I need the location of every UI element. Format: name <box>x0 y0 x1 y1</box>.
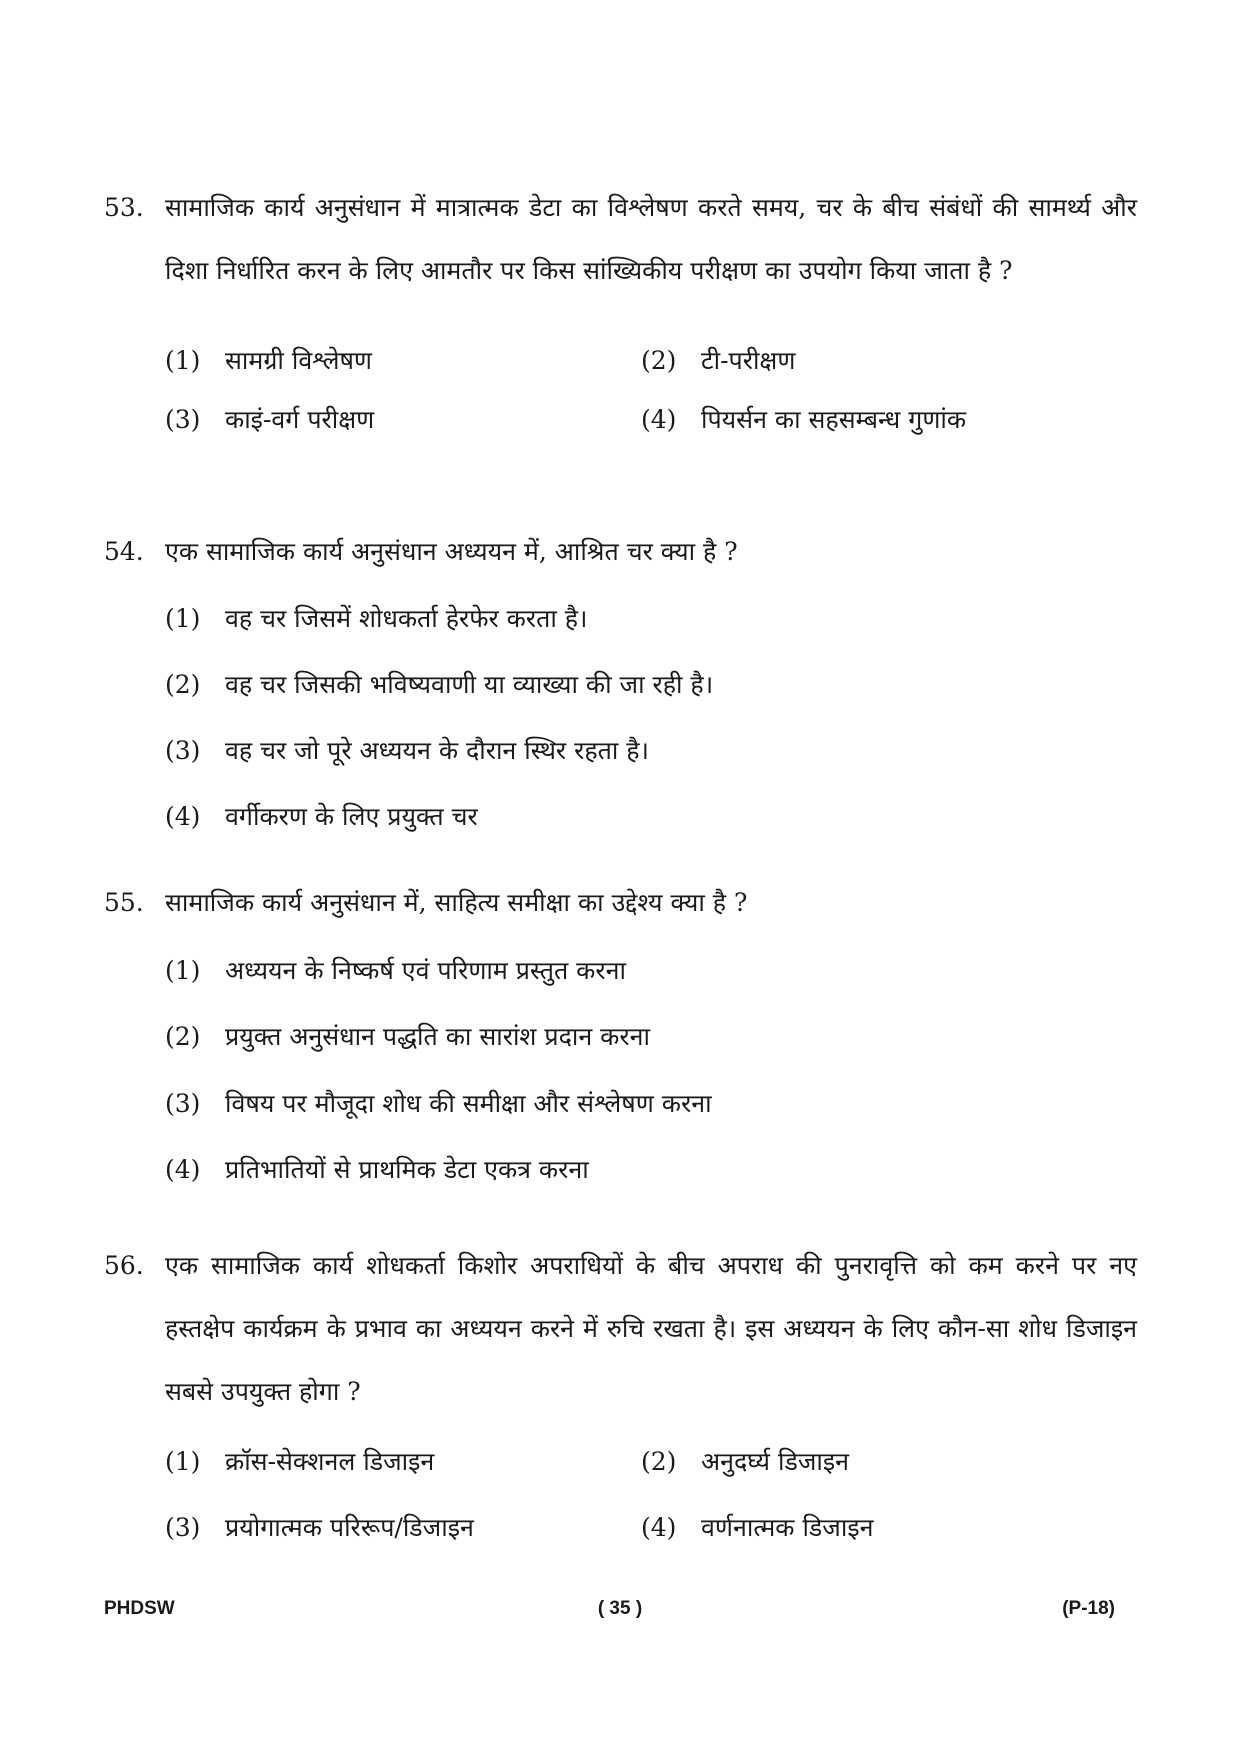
option-text: वर्णनात्मक डिजाइन <box>701 1513 874 1542</box>
question-text: एक सामाजिक कार्य शोधकर्ता किशोर अपराधियों के बीच अपराध की पुनरावृत्ति को कम करने पर नए हस्तक्षेप कार्यक्रम के प्रभाव का अध्ययन करने में रुचि रखता है। इस अध्ययन के लिए कौन-सा शोध डिजाइन सबसे उपयुक्त होगा ? <box>165 1251 1137 1406</box>
question-text: सामाजिक कार्य अनुसंधान में, साहित्य समीक्षा का उद्देश्य क्या है ? <box>165 888 748 917</box>
question-text: सामाजिक कार्य अनुसंधान में मात्रात्मक डेटा का विश्लेषण करते समय, चर के बीच संबंधों की सामर्थ्य और दिशा निर्धारित करन के लिए आमतौर पर किस सांख्यिकीय परीक्षण का उपयोग किया जाता है ? <box>165 193 1137 285</box>
option-4 <box>165 1155 589 1185</box>
option-3 <box>165 736 649 766</box>
option-3 <box>165 405 374 435</box>
option-4 <box>641 405 966 435</box>
option-text: क्रॉस-सेक्शनल डिजाइन <box>225 1447 435 1476</box>
option-number: (3) <box>165 1089 201 1118</box>
footer-page-number: ( 35 ) <box>597 1598 643 1619</box>
option-text: पियर्सन का सहसम्बन्ध गुणांक <box>701 405 967 434</box>
question-text: एक सामाजिक कार्य अनुसंधान अध्ययन में, आश्रित चर क्या है ? <box>165 537 738 566</box>
option-text: वर्गीकरण के लिए प्रयुक्त चर <box>225 802 478 831</box>
option-number: (4) <box>641 1513 677 1542</box>
option-number: (1) <box>165 956 201 985</box>
option-1 <box>165 1447 434 1477</box>
option-number: (3) <box>165 736 201 765</box>
option-1 <box>165 346 372 376</box>
option-2 <box>165 1022 650 1052</box>
option-number: (2) <box>641 1447 677 1476</box>
question-number: 54. <box>104 537 144 566</box>
option-text: काइं-वर्ग परीक्षण <box>225 405 375 434</box>
option-text: प्रतिभातियों से प्राथमिक डेटा एकत्र करना <box>225 1155 589 1184</box>
option-text: सामग्री विश्लेषण <box>225 346 372 375</box>
option-text: विषय पर मौजूदा शोध की समीक्षा और संश्लेषण करना <box>225 1089 712 1118</box>
option-1 <box>165 956 626 986</box>
option-3 <box>165 1089 712 1119</box>
question-number: 55. <box>104 888 144 917</box>
option-number: (2) <box>165 670 201 699</box>
option-number: (1) <box>165 1447 201 1476</box>
option-text: अनुदर्घ्य डिजाइन <box>701 1447 850 1476</box>
option-4 <box>165 802 478 832</box>
footer-subject-code: PHDSW <box>104 1598 175 1619</box>
option-number: (2) <box>641 346 677 375</box>
option-number: (1) <box>165 604 201 633</box>
option-2 <box>641 1447 849 1477</box>
option-text: वह चर जो पूरे अध्ययन के दौरान स्थिर रहता है। <box>225 736 650 765</box>
option-text: वह चर जिसकी भविष्यवाणी या व्याख्या की जा रही है। <box>225 670 714 699</box>
option-text: वह चर जिसमें शोधकर्ता हेरफेर करता है। <box>225 604 588 633</box>
option-text: प्रयुक्त अनुसंधान पद्धति का सारांश प्रदान करना <box>225 1022 650 1051</box>
question-number: 53. <box>104 193 144 222</box>
option-text: टी-परीक्षण <box>701 346 796 375</box>
question-number: 56. <box>104 1251 144 1280</box>
option-4 <box>641 1513 873 1543</box>
option-text: अध्ययन के निष्कर्ष एवं परिणाम प्रस्तुत करना <box>225 956 626 985</box>
option-number: (4) <box>165 1155 201 1184</box>
option-number: (4) <box>641 405 677 434</box>
option-2 <box>641 346 795 376</box>
option-2 <box>165 670 713 700</box>
option-3 <box>165 1513 474 1543</box>
option-number: (2) <box>165 1022 201 1051</box>
footer-paper-code: (P-18) <box>1062 1598 1115 1619</box>
option-number: (1) <box>165 346 201 375</box>
option-number: (4) <box>165 802 201 831</box>
option-number: (3) <box>165 1513 201 1542</box>
option-1 <box>165 604 588 634</box>
option-number: (3) <box>165 405 201 434</box>
option-text: प्रयोगात्मक परिरूप/डिजाइन <box>225 1513 474 1542</box>
